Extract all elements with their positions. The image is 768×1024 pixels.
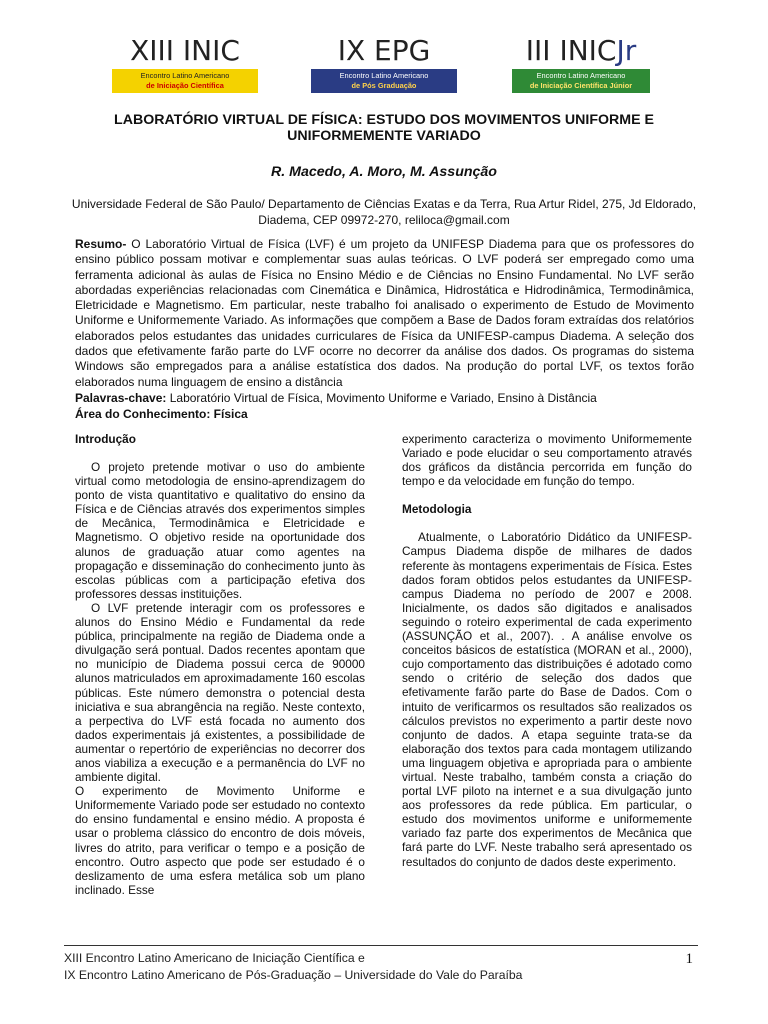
paper-affiliation: Universidade Federal de São Paulo/ Departamento de Ciências Exatas e da Terra, Rua Artur Ridel, 275, Jd Eldorado, Diadema, CEP 09972-270, reliloca@gmail.com <box>71 197 697 227</box>
footer-line2: IX Encontro Latino Americano de Pós-Graduação – Universidade do Vale do Paraíba <box>64 968 523 982</box>
paragraph: O projeto pretende motivar o uso do ambiente virtual como metodologia de ensino-aprendizagem do ponto de vista quantitativo e qualitativo do ensino da Física e de Ciências através dos experimentos simples de Mecânica, Termodinâmica e Eletricidade e Magnetismo. O objetivo reside na oportunidade dos alunos de graduação atuar como agentes na propagação e disseminação do conhecimento junto às escolas públicas com a participação efetiva dos professores dessas instituições. <box>75 460 365 601</box>
logo-title: IX EPG <box>337 34 431 67</box>
logo-title: III INICJr <box>525 34 637 67</box>
logo-line2: de Iniciação Científica <box>146 81 224 90</box>
paragraph: O experimento de Movimento Uniforme e Uniformemente Variado pode ser estudado no contexto do ensino fundamental e ensino médio. A proposta é usar o problema clássico do encontro de dois móveis, livres do atrito, para verificar o tempo e a posição de encontro. Outro aspecto que pode ser estudado é o deslizamento de uma esfera metálica sob um plano inclinado. Esse <box>75 784 365 897</box>
paragraph: experimento caracteriza o movimento Uniformemente Variado e pode elucidar o seu comportamento através dos gráficos da distância percorrida em função do tempo e da velocidade em função do tempo. <box>402 432 692 489</box>
abstract-text: O Laboratório Virtual de Física (LVF) é um projeto da UNIFESP Diadema para que os professores do ensino público possam motivar e complementar suas aulas teóricas. O LVF poderá ser empregado como uma ferramenta adicional às aulas de Física no Ensino Médio e de Ciências no Ensino Fundamental. No LVF serão abordadas experiências relacionadas com Cinemática e Dinâmica, Hidrostática e Hidrodinâmica, Termodinâmica, Eletricidade e Magnetismo. Em particular, neste trabalho foi analisado o experimento de Estudo de Movimento Uniforme e Uniformemente Variado. As informações que compõem a Base de Dados foram extraídas dos relatórios elaborados pelos estudantes das unidades curriculares de Física da UNIFESP-campus Diadema. A seleção dos dados que efetivamente farão parte do LVF ocorre no decorrer da análise dos dados. Os programas do sistema Windows são empregados para a análise estatística dos dados. Na produção do portal LVF, os textos forão elaborados numa linguagem de ensino a distância <box>75 237 694 389</box>
footer-line1: XIII Encontro Latino Americano de Iniciação Científica e <box>64 951 365 965</box>
left-column <box>75 432 365 897</box>
footer <box>64 950 698 984</box>
paragraph: O LVF pretende interagir com os professores e alunos do Ensino Médio e Fundamental da rede pública, principalmente na região de Diadema onde a divulgação será pontual. Dados recentes apontam que no município de Diadema possui cerca de 90000 alunos matriculados em aproximadamente 160 escolas públicas. Este número demonstra o potencial desta iniciativa e sua abrangência na região. Neste contexto, a perpectiva do LVF está focada no aumento dos dados experimentais já existentes, a possibilidade de aumentar o repertório de experiências no decorrer dos anos viabiliza a execução e a permanência do LVF no ambiente digital. <box>75 600 365 785</box>
keywords-text: Laboratório Virtual de Física, Movimento Uniforme e Variado, Ensino à Distância <box>166 391 597 405</box>
logo-line2: de Pós Graduação <box>351 81 417 90</box>
logo-line2: de Iniciação Científica Júnior <box>529 81 633 90</box>
knowledge-area: Área do Conhecimento: Física <box>75 406 248 421</box>
page-number: 1 <box>685 951 693 967</box>
paper-title: LABORATÓRIO VIRTUAL DE FÍSICA: ESTUDO DOS MOVIMENTOS UNIFORME E UNIFORMEMENTE VARIADO <box>114 112 654 144</box>
paragraph: Atualmente, o Laboratório Didático da UNIFESP-Campus Diadema dispõe de milhares de dados referente às montagens experimentais de Física. Estes dados foram obtidos pelos estudantes da UNIFESP-campus Diadema no período de 2007 e 2008. Inicialmente, os dados são digitados e analisados seguindo o roteiro experimental de cada experimento (ASSUNÇÃO et al., 2007). . A análise envolve os conceitos básicos de estatística (MORAN et al., 2000), cujo comportamento das distribuições é adotado como sendo o critério de seleção dos dados que efetivamente farão parte do Base de Dados. Com o intuito de verificarmos os resultados são realizados os cálculos previstos no experimento a partir deste novo conjunto de dados. A etapa seguinte trata-se da elaboração dos textos para cada montagem utilizando uma linguagem objetiva e apropriada para o ambiente virtual. Neste trabalho, também consta a criação do portal LVF piloto na internet e a sua divulgação junto aos professores da rede pública. Em particular, o estudo dos movimentos uniforme e uniformemente variado faz parte dos experimentos de Mecânica que fará parte do LVF. Neste trabalho será apresentado os resultados do conjunto de dados deste experimento. <box>402 530 692 869</box>
section-heading-introducao: Introdução <box>75 432 136 446</box>
abstract-label: Resumo- <box>75 237 127 251</box>
keywords-label: Palavras-chave: <box>75 391 167 405</box>
logo-ix-epg <box>311 36 457 98</box>
logo-band <box>512 69 650 93</box>
right-column <box>402 432 692 869</box>
logo-xiii-inic <box>112 36 258 98</box>
logo-title: XIII INIC <box>130 34 240 67</box>
conference-logos <box>0 36 768 102</box>
logo-iii-inic-jr <box>512 36 650 98</box>
paper-authors: R. Macedo, A. Moro, M. Assunção <box>271 164 497 180</box>
section-heading-metodologia: Metodologia <box>402 502 472 517</box>
logo-band <box>112 69 258 93</box>
logo-line1: Encontro Latino Americano <box>536 71 626 80</box>
keywords <box>75 391 694 407</box>
logo-line1: Encontro Latino Americano <box>140 71 230 80</box>
logo-band <box>311 69 457 93</box>
footer-divider <box>64 945 698 946</box>
logo-line1: Encontro Latino Americano <box>339 71 429 80</box>
keywords-block <box>75 391 694 422</box>
abstract <box>75 237 694 390</box>
